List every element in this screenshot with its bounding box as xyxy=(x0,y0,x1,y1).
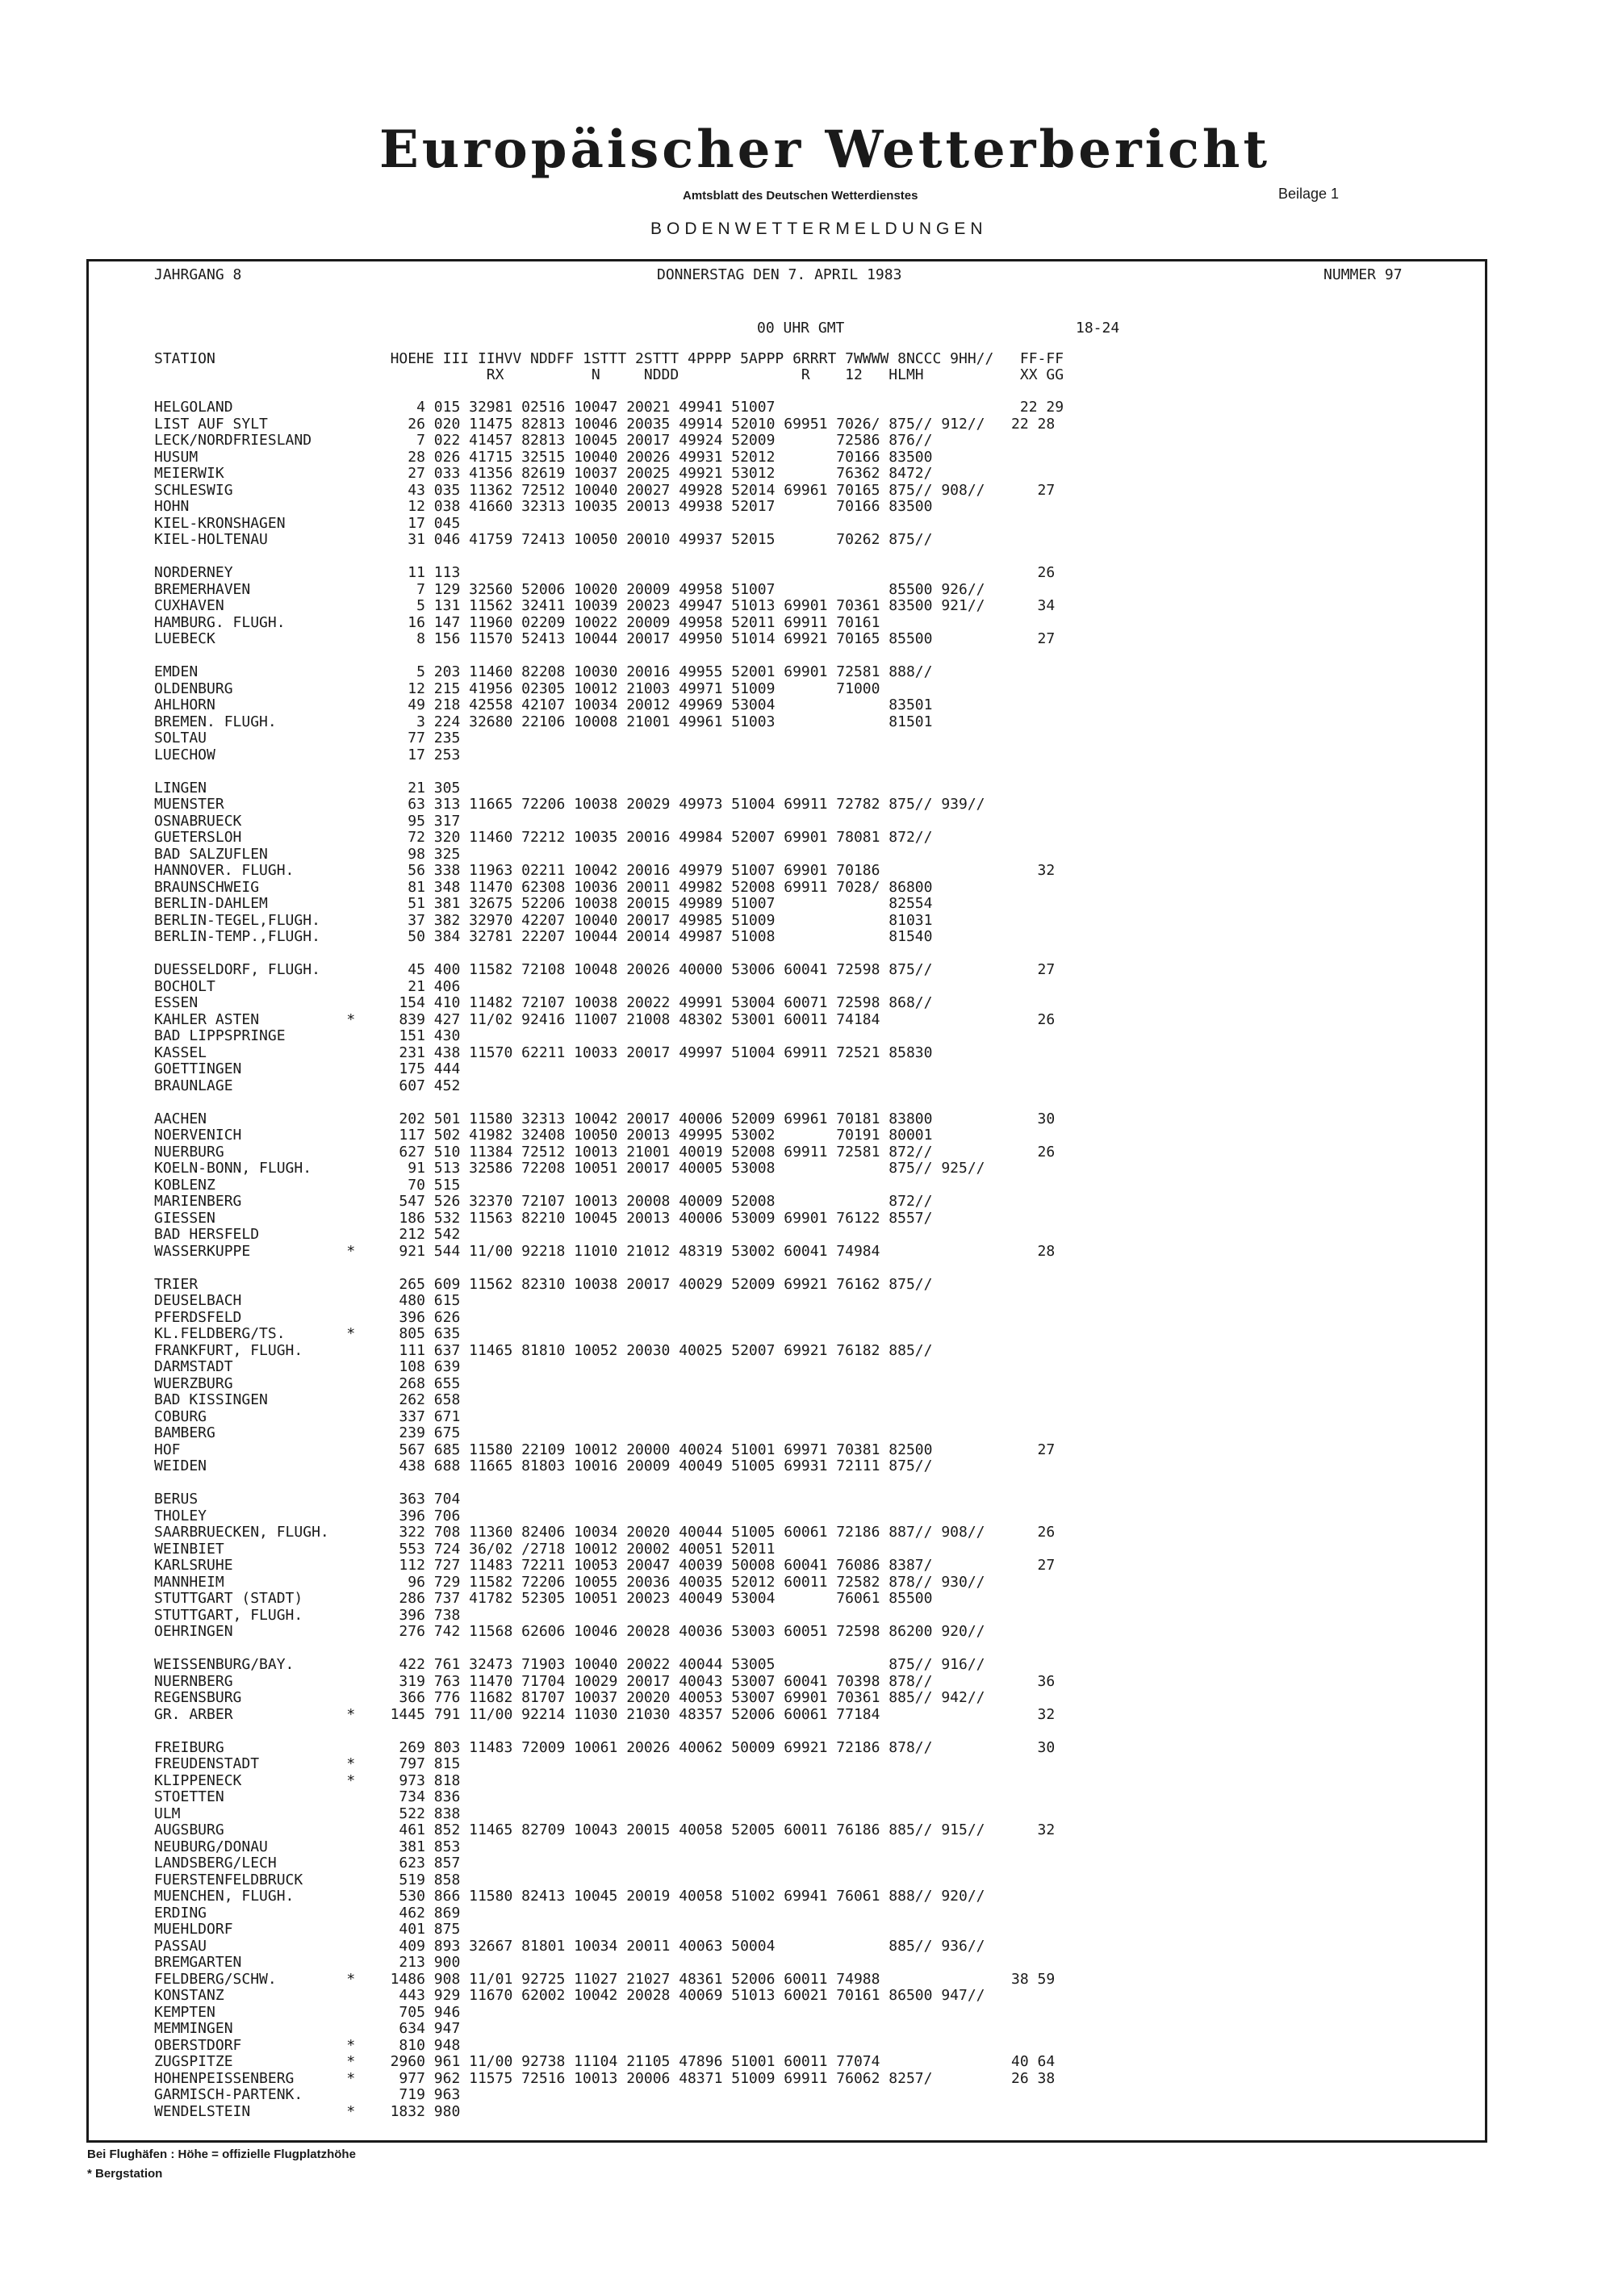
station-row: MUENCHEN, FLUGH. 530 866 11580 82413 10045 20019 40058 51002 69941 76061 888// 920// xyxy=(154,1888,985,1905)
station-row: BAD SALZUFLEN 98 325 xyxy=(154,845,461,863)
station-row: KIEL-KRONSHAGEN 17 045 xyxy=(154,514,461,532)
station-row: MUENSTER 63 313 11665 72206 10038 20029 49973 51004 69911 72782 875// 939// xyxy=(154,796,985,813)
station-row: KLIPPENECK * 973 818 xyxy=(154,1771,461,1789)
station-row: KONSTANZ 443 929 11670 62002 10042 20028 40069 51013 60021 70161 86500 947// xyxy=(154,1987,985,2004)
station-row: ULM 522 838 xyxy=(154,1805,461,1822)
station-row: KL.FELDBERG/TS. * 805 635 xyxy=(154,1325,461,1342)
station-group xyxy=(154,1111,1064,1261)
group-separator xyxy=(154,549,1064,566)
station-row: MEIERWIK 27 033 41356 82619 10037 20025 49921 53012 76362 8472/ xyxy=(154,465,933,482)
station-row: LIST AUF SYLT 26 020 11475 82813 10046 20035 49914 52010 69951 7026/ 875// 912// 22 28 xyxy=(154,415,1056,433)
station-row: BAD LIPPSPRINGE 151 430 xyxy=(154,1027,461,1044)
station-group xyxy=(154,1657,1064,1723)
station-row: NOERVENICH 117 502 41982 32408 10050 20013 49995 53002 70191 80001 xyxy=(154,1127,933,1144)
station-row: STUTTGART, FLUGH. 396 738 xyxy=(154,1606,461,1624)
station-row: CUXHAVEN 5 131 11562 32411 10039 20023 49947 51013 69901 70361 83500 921// 34 xyxy=(154,597,1056,614)
group-separator xyxy=(154,763,1064,780)
station-group xyxy=(154,1277,1064,1475)
station-row: GOETTINGEN 175 444 xyxy=(154,1060,461,1077)
station-row: KIEL-HOLTENAU 31 046 41759 72413 10050 20010 49937 52015 70262 875// xyxy=(154,531,933,548)
station-group xyxy=(154,565,1064,648)
station-row: MARIENBERG 547 526 32370 72107 10013 20008 40009 52008 872// xyxy=(154,1193,933,1210)
station-row: MANNHEIM 96 729 11582 72206 10055 20036 40035 52012 60011 72582 878// 930// xyxy=(154,1573,985,1591)
station-group xyxy=(154,399,1064,549)
station-row: EMDEN 5 203 11460 82208 10030 20016 49955 52001 69901 72581 888// xyxy=(154,663,933,680)
station-row: LECK/NORDFRIESLAND 7 022 41457 82813 10045 20017 49924 52009 72586 876// xyxy=(154,432,933,449)
station-row: DUESSELDORF, FLUGH. 45 400 11582 72108 10048 20026 40000 53006 60041 72598 875// 27 xyxy=(154,961,1056,978)
station-row: BERLIN-DAHLEM 51 381 32675 52206 10038 20015 49989 51007 82554 xyxy=(154,895,933,912)
station-row: OEHRINGEN 276 742 11568 62606 10046 20028 40036 53003 60051 72598 86200 920// xyxy=(154,1623,985,1640)
station-table xyxy=(154,399,1064,2120)
supplement-label: Beilage 1 xyxy=(1278,186,1340,202)
group-separator xyxy=(154,1094,1064,1111)
station-group xyxy=(154,1740,1064,2121)
station-row: WEISSENBURG/BAY. 422 761 32473 71903 10040 20022 40044 53005 875// 916// xyxy=(154,1656,985,1673)
observation-time: 00 UHR GMT xyxy=(757,320,845,337)
station-row: HAMBURG. FLUGH. 16 147 11960 02209 10022 20009 49958 52011 69911 70161 xyxy=(154,613,880,631)
station-row: FRANKFURT, FLUGH. 111 637 11465 81810 10052 20030 40025 52007 69921 76182 885// xyxy=(154,1341,933,1359)
station-row: KAHLER ASTEN * 839 427 11/02 92416 11007 21008 48302 53001 60011 74184 26 xyxy=(154,1010,1056,1028)
station-row: MUEHLDORF 401 875 xyxy=(154,1921,461,1938)
station-row: SOLTAU 77 235 xyxy=(154,730,461,747)
jahrgang: JAHRGANG 8 xyxy=(154,266,242,283)
station-row: KARLSRUHE 112 727 11483 72211 10053 20047 40039 50008 60041 76086 8387/ 27 xyxy=(154,1557,1056,1574)
subtitle: Amtsblatt des Deutschen Wetterdienstes xyxy=(683,189,918,203)
station-row: STUTTGART (STADT) 286 737 41782 52305 10051 20023 40049 53004 76061 85500 xyxy=(154,1590,933,1607)
station-row: GARMISCH-PARTENK. 719 963 xyxy=(154,2086,461,2103)
station-row: HOHN 12 038 41660 32313 10035 20013 49938 52017 70166 83500 xyxy=(154,498,933,515)
group-separator xyxy=(154,1475,1064,1492)
station-row: DEUSELBACH 480 615 xyxy=(154,1292,461,1309)
station-row: WASSERKUPPE * 921 544 11/00 92218 11010 21012 48319 53002 60041 74984 28 xyxy=(154,1242,1056,1260)
station-row: WENDELSTEIN * 1832 980 xyxy=(154,2102,461,2120)
station-row: AACHEN 202 501 11580 32313 10042 20017 40006 52009 69961 70181 83800 30 xyxy=(154,1110,1056,1127)
station-row: HOF 567 685 11580 22109 10012 20000 40024 51001 69971 70381 82500 27 xyxy=(154,1441,1056,1458)
station-row: SCHLESWIG 43 035 11362 72512 10040 20027 49928 52014 69961 70165 875// 908// 27 xyxy=(154,481,1056,499)
station-row: AUGSBURG 461 852 11465 82709 10043 20015 40058 52005 60011 76186 885// 915// 32 xyxy=(154,1821,1056,1838)
station-row: NEUBURG/DONAU 381 853 xyxy=(154,1838,461,1855)
group-separator xyxy=(154,648,1064,665)
station-row: DARMSTADT 108 639 xyxy=(154,1358,461,1375)
station-row: HOHENPEISSENBERG * 977 962 11575 72516 10013 20006 48371 51009 69911 76062 8257/ 26 38 xyxy=(154,2069,1056,2087)
section-title: BODENWETTERMELDUNGEN xyxy=(650,220,988,238)
station-row: BREMGARTEN 213 900 xyxy=(154,1954,461,1971)
station-row: BREMERHAVEN 7 129 32560 52006 10020 20009 49958 51007 85500 926// xyxy=(154,580,985,598)
issue-date: DONNERSTAG DEN 7. APRIL 1983 xyxy=(657,266,902,283)
station-row: KEMPTEN 705 946 xyxy=(154,2003,461,2021)
issue-number: NUMMER 97 xyxy=(1323,266,1403,283)
station-row: FREIBURG 269 803 11483 72009 10061 20026 40062 50009 69921 72186 878// 30 xyxy=(154,1738,1056,1756)
station-row: BRAUNLAGE 607 452 xyxy=(154,1077,461,1094)
station-row: FUERSTENFELDBRUCK 519 858 xyxy=(154,1871,461,1888)
group-separator xyxy=(154,1260,1064,1277)
station-row: BAD KISSINGEN 262 658 xyxy=(154,1391,461,1408)
column-header-1: STATION HOEHE III IIHVV NDDFF 1STTT 2STTT 4PPPP 5APPP 6RRRT 7WWWW 8NCCC 9HH// FF-FF xyxy=(154,350,1064,367)
station-row: KOBLENZ 70 515 xyxy=(154,1176,461,1194)
station-row: HANNOVER. FLUGH. 56 338 11963 02211 10042 20016 49979 51007 69901 70186 32 xyxy=(154,862,1056,879)
station-row: BREMEN. FLUGH. 3 224 32680 22106 10008 21001 49961 51003 81501 xyxy=(154,713,933,730)
station-row: HUSUM 28 026 41715 32515 10040 20026 49931 52012 70166 83500 xyxy=(154,448,933,466)
station-row: MEMMINGEN 634 947 xyxy=(154,2020,461,2037)
station-row: GUETERSLOH 72 320 11460 72212 10035 20016 49984 52007 69901 78081 872// xyxy=(154,829,933,846)
station-row: TRIER 265 609 11562 82310 10038 20017 40029 52009 69921 76162 875// xyxy=(154,1275,933,1293)
station-row: PFERDSFELD 396 626 xyxy=(154,1308,461,1326)
station-row: KOELN-BONN, FLUGH. 91 513 32586 72208 10051 20017 40005 53008 875// 925// xyxy=(154,1160,985,1177)
group-separator xyxy=(154,1641,1064,1658)
group-separator xyxy=(154,1723,1064,1740)
station-row: BERLIN-TEGEL,FLUGH. 37 382 32970 42207 10040 20017 49985 51009 81031 xyxy=(154,911,933,929)
station-row: GIESSEN 186 532 11563 82210 10045 20013 40006 53009 69901 76122 8557/ xyxy=(154,1209,933,1227)
station-row: REGENSBURG 366 776 11682 81707 10037 20020 40053 53007 69901 70361 885// 942// xyxy=(154,1689,985,1706)
station-row: NUERBURG 627 510 11384 72512 10013 21001 40019 52008 69911 72581 872// 26 xyxy=(154,1143,1056,1161)
station-group xyxy=(154,780,1064,946)
gust-period: 18-24 xyxy=(1076,320,1120,337)
station-row: NUERNBERG 319 763 11470 71704 10029 20017 40043 53007 60041 70398 878// 36 xyxy=(154,1672,1056,1690)
station-row: PASSAU 409 893 32667 81801 10034 20011 40063 50004 885// 936// xyxy=(154,1937,985,1955)
station-row: SAARBRUECKEN, FLUGH. 322 708 11360 82406 10034 20020 40044 51005 60061 72186 887// 908// 26 xyxy=(154,1524,1056,1541)
station-row: ESSEN 154 410 11482 72107 10038 20022 49991 53004 60071 72598 868// xyxy=(154,994,933,1011)
station-row: LUECHOW 17 253 xyxy=(154,746,461,763)
station-row: AHLHORN 49 218 42558 42107 10034 20012 49969 53004 83501 xyxy=(154,696,933,713)
station-row: NORDERNEY 11 113 26 xyxy=(154,564,1056,581)
group-separator xyxy=(154,946,1064,963)
station-row: BAD HERSFELD 212 542 xyxy=(154,1226,461,1243)
station-row: KASSEL 231 438 11570 62211 10033 20017 49997 51004 69911 72521 85830 xyxy=(154,1043,933,1061)
footnote-mountain: * Bergstation xyxy=(87,2167,163,2181)
column-header-2: RX N NDDD R 12 HLMH XX GG xyxy=(154,366,1064,383)
station-row: STOETTEN 734 836 xyxy=(154,1788,461,1805)
station-row: OBERSTDORF * 810 948 xyxy=(154,2036,461,2054)
station-row: ERDING 462 869 xyxy=(154,1904,461,1922)
station-row: FREUDENSTADT * 797 815 xyxy=(154,1755,461,1772)
station-group xyxy=(154,962,1064,1094)
station-group xyxy=(154,664,1064,763)
station-row: FELDBERG/SCHW. * 1486 908 11/01 92725 11027 21027 48361 52006 60011 74988 38 59 xyxy=(154,1970,1056,1988)
station-row: BOCHOLT 21 406 xyxy=(154,977,461,995)
station-row: OLDENBURG 12 215 41956 02305 10012 21003 49971 51009 71000 xyxy=(154,680,880,697)
station-row: WEINBIET 553 724 36/02 /2718 10012 20002 40051 52011 xyxy=(154,1540,776,1558)
station-row: BAMBERG 239 675 xyxy=(154,1424,461,1441)
station-row: BERLIN-TEMP.,FLUGH. 50 384 32781 22207 10044 20014 49987 51008 81540 xyxy=(154,928,933,945)
station-row: LINGEN 21 305 xyxy=(154,779,461,797)
station-row: LUEBECK 8 156 11570 52413 10044 20017 49950 51014 69921 70165 85500 27 xyxy=(154,630,1056,647)
footnote-airports: Bei Flughäfen : Höhe = offizielle Flugplatzhöhe xyxy=(87,2148,356,2161)
station-row: BERUS 363 704 xyxy=(154,1491,461,1508)
station-row: COBURG 337 671 xyxy=(154,1407,461,1425)
station-row: ZUGSPITZE * 2960 961 11/00 92738 11104 21105 47896 51001 60011 77074 40 64 xyxy=(154,2053,1056,2070)
station-row: THOLEY 396 706 xyxy=(154,1507,461,1524)
page-title: Europäischer Wetterbericht xyxy=(379,119,1270,180)
station-row: WEIDEN 438 688 11665 81803 10016 20009 40049 51005 69931 72111 875// xyxy=(154,1457,933,1474)
station-row: OSNABRUECK 95 317 xyxy=(154,812,461,830)
station-row: GR. ARBER * 1445 791 11/00 92214 11030 21030 48357 52006 60061 77184 32 xyxy=(154,1705,1056,1723)
station-row: WUERZBURG 268 655 xyxy=(154,1374,461,1392)
station-row: BRAUNSCHWEIG 81 348 11470 62308 10036 20011 49982 52008 69911 7028/ 86800 xyxy=(154,878,933,896)
station-group xyxy=(154,1491,1064,1641)
station-row: HELGOLAND 4 015 32981 02516 10047 20021 49941 51007 22 29 xyxy=(154,399,1064,416)
station-row: LANDSBERG/LECH 623 857 xyxy=(154,1855,461,1872)
